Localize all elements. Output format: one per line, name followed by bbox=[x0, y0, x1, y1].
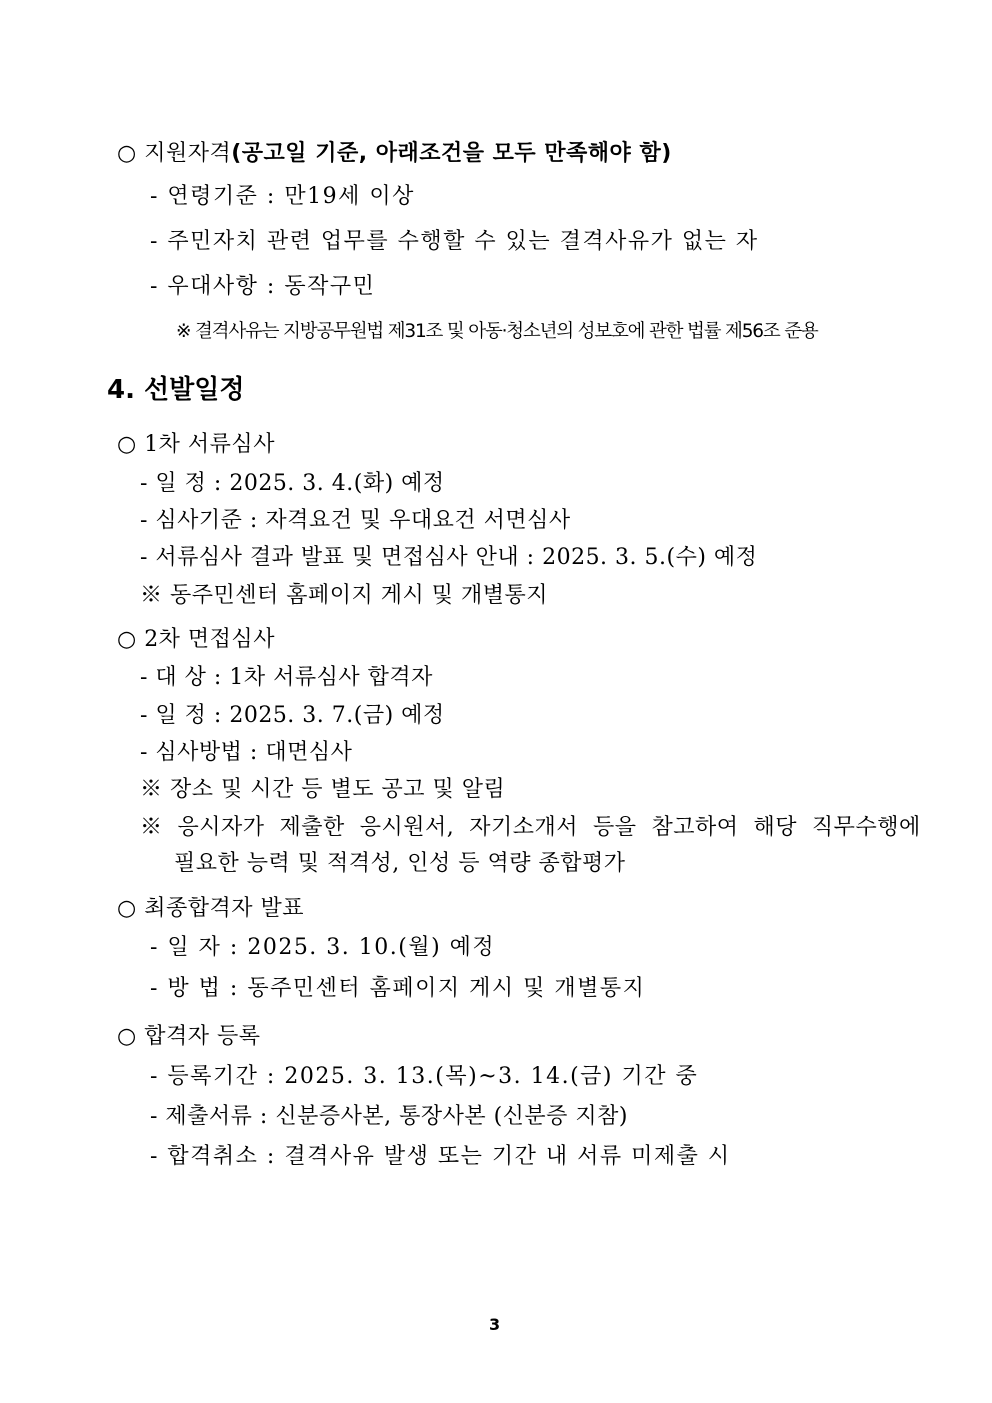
stage1-note: ※ 동주민센터 홈페이지 게시 및 개별통지 bbox=[140, 583, 548, 608]
qualification-item-no-disqualification: - 주민자치 관련 업무를 수행할 수 있는 결격사유가 없는 자 bbox=[150, 229, 759, 254]
stage2-item-method: - 심사방법 : 대면심사 bbox=[140, 740, 353, 765]
qualification-heading bbox=[117, 140, 672, 168]
registration-item-documents: - 제출서류 : 신분증사본, 통장사본 (신분증 지참) bbox=[150, 1104, 629, 1129]
stage1-item-announcement: - 서류심사 결과 발표 및 면접심사 안내 : 2025. 3. 5.(수) 예정 bbox=[140, 545, 758, 570]
stage2-note-evaluation: ※ 응시자가 제출한 응시원서, 자기소개서 등을 참고하여 해당 직무수행에 bbox=[140, 815, 921, 840]
section-heading-selection-schedule: 4. 선발일정 bbox=[107, 375, 245, 405]
stage2-note-evaluation-cont: 필요한 능력 및 적격성, 인성 등 역량 종합평가 bbox=[174, 851, 626, 876]
stage2-item-date: - 일 정 : 2025. 3. 7.(금) 예정 bbox=[140, 703, 445, 728]
final-title: ○ 최종합격자 발표 bbox=[117, 896, 304, 921]
registration-item-cancellation: - 합격취소 : 결격사유 발생 또는 기간 내 서류 미제출 시 bbox=[150, 1144, 731, 1169]
qualification-title-condition: (공고일 기준, 아래조건을 모두 만족해야 함) bbox=[231, 141, 672, 166]
final-item-method: - 방 법 : 동주민센터 홈페이지 게시 및 개별통지 bbox=[150, 976, 646, 1001]
stage1-title: ○ 1차 서류심사 bbox=[117, 432, 275, 457]
qualification-item-age: - 연령기준 : 만19세 이상 bbox=[150, 184, 415, 209]
stage2-note-place: ※ 장소 및 시간 등 별도 공고 및 알림 bbox=[140, 777, 506, 802]
qualification-item-preference: - 우대사항 : 동작구민 bbox=[150, 274, 376, 299]
stage2-item-target: - 대 상 : 1차 서류심사 합격자 bbox=[140, 665, 433, 690]
final-item-date: - 일 자 : 2025. 3. 10.(월) 예정 bbox=[150, 935, 496, 960]
stage2-title: ○ 2차 면접심사 bbox=[117, 627, 275, 652]
qualification-bullet: ○ bbox=[117, 141, 137, 166]
qualification-title: 지원자격 bbox=[144, 141, 232, 166]
qualification-note: ※ 결격사유는 지방공무원법 제31조 및 아동·청소년의 성보호에 관한 법률 제56조 준용 bbox=[176, 321, 818, 342]
registration-title: ○ 합격자 등록 bbox=[117, 1024, 261, 1049]
stage1-item-date: - 일 정 : 2025. 3. 4.(화) 예정 bbox=[140, 471, 445, 496]
page-number: 3 bbox=[489, 1315, 501, 1334]
registration-item-period: - 등록기간 : 2025. 3. 13.(목)~3. 14.(금) 기간 중 bbox=[150, 1064, 699, 1089]
stage1-item-criteria: - 심사기준 : 자격요건 및 우대요건 서면심사 bbox=[140, 508, 571, 533]
